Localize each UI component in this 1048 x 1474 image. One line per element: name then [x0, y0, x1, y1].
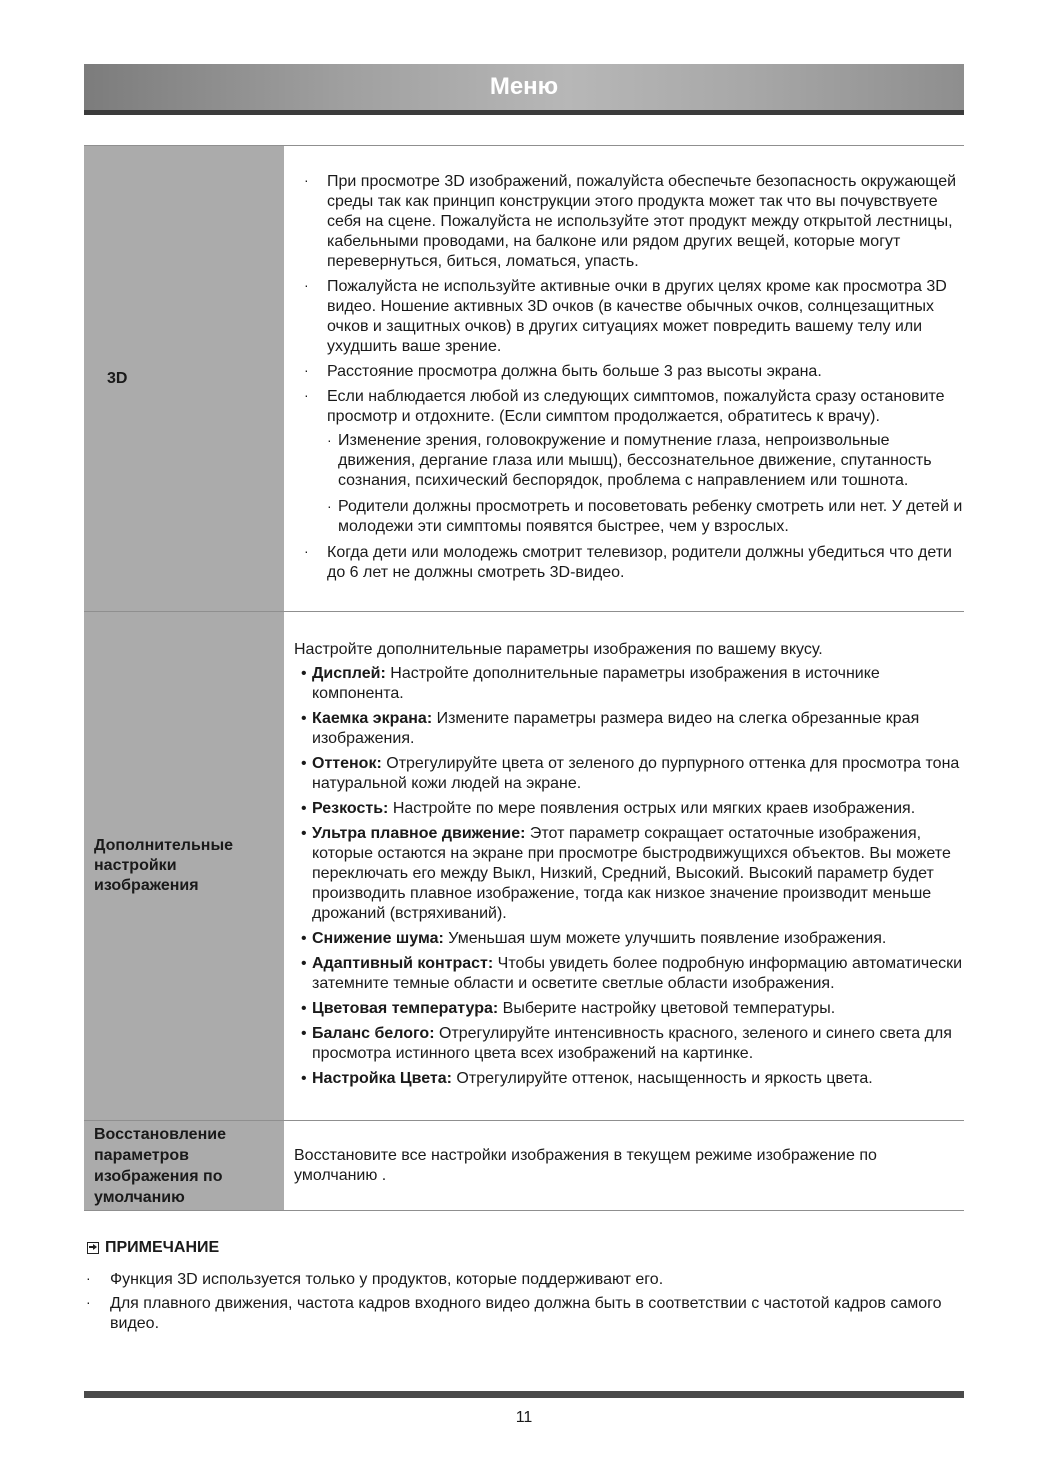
setting-desc: Измените параметры размера видео на слегка обрезанные края изображения.: [312, 709, 920, 747]
row-content-3d: [284, 146, 964, 612]
list-item: [294, 799, 964, 819]
list-item: · Расстояние просмотра должна быть больше 3 раз высоты экрана.: [294, 362, 964, 382]
list-item: [294, 709, 964, 749]
page-header: [84, 64, 964, 115]
setting-term: Резкость:: [312, 799, 389, 817]
table-row: [84, 612, 964, 1121]
setting-term: Ультра плавное движение:: [312, 824, 526, 842]
list-item: [294, 664, 964, 704]
row-label-reset: Восстановление параметров изображения по умолчанию: [84, 1121, 284, 1211]
setting-desc: Отрегулируйте интенсивность красного, зеленого и синего света для просмотра истинного цвета всех изображений на картинке.: [312, 1024, 952, 1062]
setting-desc: Этот параметр сокращает остаточные изображения, которые остаются на экране при просмотре быстродвижущихся объектов. Вы можете переключать его между Выкл, Низкий, Средний, Высокий. Высокий параметр будет производить плавное изображение, тогда как низкое значение производит меньше дрожаний (встряхиваний).: [312, 824, 951, 922]
row-content-reset: Восстановите все настройки изображения в текущем режиме изображение по умолчанию .: [294, 1146, 877, 1184]
section-intro: Настройте дополнительные параметры изображения по вашему вкусу.: [294, 640, 823, 658]
page-number: 11: [515, 1409, 533, 1426]
page-title: Меню: [489, 73, 559, 100]
list-item: [294, 387, 964, 537]
setting-desc: Чтобы увидеть более подробную информацию автоматически затемните темные области и осветите светлые области изображения.: [312, 954, 963, 992]
setting-term: Дисплей:: [312, 664, 386, 682]
list-item-text: Если наблюдается любой из следующих симптомов, пожалуйста сразу остановите просмотр и отдохните. (Если симптом продолжается, обратитесь к врачу).: [327, 387, 945, 425]
setting-term: Оттенок:: [312, 754, 382, 772]
footer-divider: [84, 1391, 964, 1398]
note-title: ПРИМЕЧАНИЕ: [105, 1239, 220, 1256]
table-row: [84, 146, 964, 612]
list-item: [294, 954, 964, 994]
list-item: [294, 824, 964, 924]
list-item: [294, 754, 964, 794]
list-item: · При просмотре 3D изображений, пожалуйста обеспечьте безопасность окружающей среды так как принцип конструкции этого продукта может так что вы почувствуете себя на сцене. Пожалуйста не используйте этот продукт между открытой лестницы, кабельными проводами, на балконе или рядом других вещей, которые могут перевернуться, биться, ломаться, упасть.: [294, 172, 964, 272]
list-item: [294, 1069, 964, 1089]
list-item: · Когда дети или молодежь смотрит телевизор, родители должны убедиться что дети до 6 лет не должны смотреть 3D-видео.: [294, 543, 964, 583]
list-item: [294, 999, 964, 1019]
table-row: [84, 1121, 964, 1211]
symptom-list: [327, 431, 964, 537]
note-heading: [87, 1239, 219, 1257]
list-item: [294, 929, 964, 949]
safety-list: [294, 172, 964, 583]
list-item: · Пожалуйста не используйте активные очки в других целях кроме как просмотра 3D видео. Ношение активных 3D очков (в качестве обычных очков, солнцезащитных очков и защитных очков) в других ситуациях может повредить вашему телу или ухудшить ваше зрение.: [294, 277, 964, 357]
setting-desc: Уменьшая шум можете улучшить появление изображения.: [443, 929, 887, 947]
setting-term: Цветовая температура:: [312, 999, 499, 1017]
setting-term: Адаптивный контраст:: [312, 954, 494, 972]
setting-desc: Настройте по мере появления острых или мягких краев изображения.: [388, 799, 916, 817]
note-arrow-icon: [87, 1242, 99, 1254]
setting-desc: Отрегулируйте оттенок, насыщенность и яркость цвета.: [451, 1069, 873, 1087]
note-item: · Для плавного движения, частота кадров входного видео должна быть в соответствии с частотой кадров самого видео.: [84, 1294, 964, 1334]
setting-term: Настройка Цвета:: [312, 1069, 452, 1087]
setting-desc: Отрегулируйте цвета от зеленого до пурпурного оттенка для просмотра тона натуральной кожи людей на экране.: [312, 754, 960, 792]
settings-list: [294, 664, 964, 1089]
row-content-advanced-picture: [284, 612, 964, 1121]
note-item: · Функция 3D используется только у продуктов, которые поддерживают его.: [84, 1270, 964, 1290]
setting-term: Снижение шума:: [312, 929, 444, 947]
sub-list-item: · Родители должны просмотреть и посоветовать ребенку смотреть или нет. У детей и молодежи эти симптомы появятся быстрее, чем у взрослых.: [327, 497, 964, 537]
sub-list-item: · Изменение зрения, головокружение и помутнение глаза, непроизвольные движения, дергание глаза или мышц), бессознательное движение, спутанность сознания, психический беспорядок, проблема с направлением или тошнота.: [327, 431, 964, 491]
list-item: [294, 1024, 964, 1064]
row-label-3d: 3D: [84, 146, 284, 612]
setting-term: Баланс белого:: [312, 1024, 435, 1042]
setting-desc: Настройте дополнительные параметры изображения в источнике компонента.: [312, 664, 880, 702]
note-list: [84, 1270, 964, 1338]
menu-table: [84, 145, 964, 1211]
row-label-advanced-picture: Дополнительные настройки изображения: [84, 612, 284, 1121]
setting-desc: Выберите настройку цветовой температуры.: [498, 999, 836, 1017]
setting-term: Каемка экрана:: [312, 709, 433, 727]
